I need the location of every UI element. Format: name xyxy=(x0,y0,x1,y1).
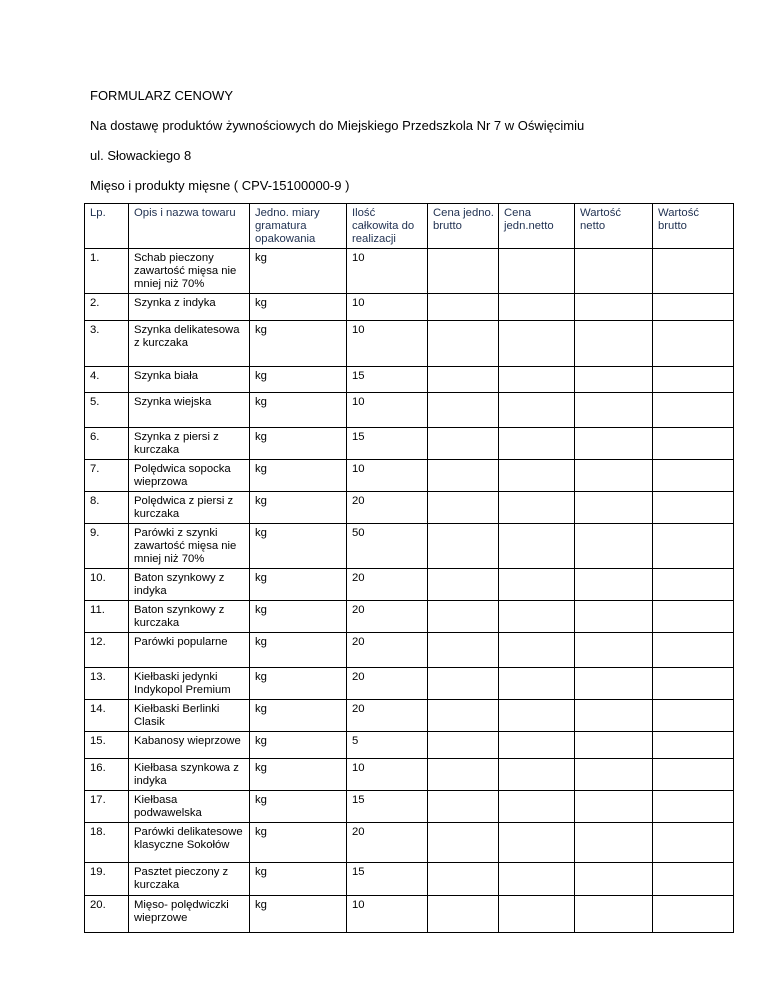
row-unit-price-net-cell[interactable] xyxy=(499,569,575,601)
row-unit-price-gross-cell[interactable] xyxy=(428,393,499,428)
row-quantity: 15 xyxy=(347,428,428,460)
row-unit-price-gross-cell[interactable] xyxy=(428,428,499,460)
table-row xyxy=(85,249,734,294)
row-unit-price-net-cell[interactable] xyxy=(499,668,575,700)
row-value-net-cell[interactable] xyxy=(575,896,653,933)
row-description: Baton szynkowy z kurczaka xyxy=(129,601,250,633)
table-row xyxy=(85,700,734,732)
row-unit-price-gross-cell[interactable] xyxy=(428,492,499,524)
row-quantity: 20 xyxy=(347,668,428,700)
row-lp: 19. xyxy=(85,863,129,896)
row-unit: kg xyxy=(250,249,347,294)
table-row xyxy=(85,791,734,823)
row-value-gross-cell[interactable] xyxy=(653,321,734,367)
row-value-gross-cell[interactable] xyxy=(653,524,734,569)
table-row xyxy=(85,524,734,569)
table-row xyxy=(85,668,734,700)
row-unit: kg xyxy=(250,569,347,601)
row-value-gross-cell[interactable] xyxy=(653,601,734,633)
row-unit: kg xyxy=(250,321,347,367)
table-row xyxy=(85,759,734,791)
row-value-net-cell[interactable] xyxy=(575,492,653,524)
row-quantity: 10 xyxy=(347,294,428,321)
table-row xyxy=(85,393,734,428)
row-unit-price-net-cell[interactable] xyxy=(499,249,575,294)
row-value-gross-cell[interactable] xyxy=(653,732,734,759)
row-value-net-cell[interactable] xyxy=(575,524,653,569)
row-unit-price-gross-cell[interactable] xyxy=(428,294,499,321)
row-value-net-cell[interactable] xyxy=(575,601,653,633)
row-unit-price-net-cell[interactable] xyxy=(499,367,575,393)
row-value-net-cell[interactable] xyxy=(575,460,653,492)
row-value-gross-cell[interactable] xyxy=(653,791,734,823)
row-quantity: 10 xyxy=(347,759,428,791)
row-unit-price-net-cell[interactable] xyxy=(499,896,575,933)
row-lp: 9. xyxy=(85,524,129,569)
row-lp: 1. xyxy=(85,249,129,294)
row-description: Schab pieczony zawartość mięsa nie mniej niż 70% xyxy=(129,249,250,294)
table-row xyxy=(85,294,734,321)
row-unit-price-net-cell[interactable] xyxy=(499,428,575,460)
row-value-gross-cell[interactable] xyxy=(653,896,734,933)
header-value-net: Wartość netto xyxy=(575,204,653,249)
row-value-net-cell[interactable] xyxy=(575,668,653,700)
row-value-gross-cell[interactable] xyxy=(653,367,734,393)
row-unit-price-gross-cell[interactable] xyxy=(428,460,499,492)
row-unit: kg xyxy=(250,896,347,933)
table-header-row xyxy=(85,204,734,249)
row-description: Szynka biała xyxy=(129,367,250,393)
row-value-gross-cell[interactable] xyxy=(653,759,734,791)
row-description: Pasztet pieczony z kurczaka xyxy=(129,863,250,896)
row-lp: 7. xyxy=(85,460,129,492)
header-value-gross: Wartość brutto xyxy=(653,204,734,249)
table-row xyxy=(85,569,734,601)
row-unit-price-gross-cell[interactable] xyxy=(428,759,499,791)
row-description: Mięso- polędwiczki wieprzowe xyxy=(129,896,250,933)
row-lp: 11. xyxy=(85,601,129,633)
row-value-gross-cell[interactable] xyxy=(653,428,734,460)
row-value-net-cell[interactable] xyxy=(575,732,653,759)
row-value-net-cell[interactable] xyxy=(575,569,653,601)
row-value-gross-cell[interactable] xyxy=(653,633,734,668)
row-unit-price-net-cell[interactable] xyxy=(499,633,575,668)
row-value-net-cell[interactable] xyxy=(575,791,653,823)
row-unit: kg xyxy=(250,823,347,863)
row-unit-price-net-cell[interactable] xyxy=(499,823,575,863)
row-unit-price-net-cell[interactable] xyxy=(499,321,575,367)
form-title: FORMULARZ CENOWY xyxy=(90,88,233,103)
row-lp: 8. xyxy=(85,492,129,524)
row-unit: kg xyxy=(250,294,347,321)
row-description: Polędwica sopocka wieprzowa xyxy=(129,460,250,492)
row-value-net-cell[interactable] xyxy=(575,321,653,367)
row-description: Szynka wiejska xyxy=(129,393,250,428)
row-unit: kg xyxy=(250,492,347,524)
header-description: Opis i nazwa towaru xyxy=(129,204,250,249)
table-row xyxy=(85,601,734,633)
row-lp: 12. xyxy=(85,633,129,668)
row-quantity: 50 xyxy=(347,524,428,569)
row-lp: 4. xyxy=(85,367,129,393)
row-quantity: 20 xyxy=(347,700,428,732)
header-unit-price-gross: Cena jedno. brutto xyxy=(428,204,499,249)
row-quantity: 10 xyxy=(347,896,428,933)
header-quantity: Ilość całkowita do realizacji xyxy=(347,204,428,249)
row-description: Kiełbasa podwawelska xyxy=(129,791,250,823)
row-description: Parówki delikatesowe klasyczne Sokołów xyxy=(129,823,250,863)
row-lp: 10. xyxy=(85,569,129,601)
row-value-gross-cell[interactable] xyxy=(653,569,734,601)
table-row xyxy=(85,321,734,367)
row-quantity: 10 xyxy=(347,460,428,492)
row-value-gross-cell[interactable] xyxy=(653,823,734,863)
row-unit: kg xyxy=(250,759,347,791)
row-unit: kg xyxy=(250,863,347,896)
row-value-gross-cell[interactable] xyxy=(653,863,734,896)
row-value-net-cell[interactable] xyxy=(575,759,653,791)
row-unit-price-gross-cell[interactable] xyxy=(428,668,499,700)
row-unit-price-gross-cell[interactable] xyxy=(428,524,499,569)
row-value-net-cell[interactable] xyxy=(575,633,653,668)
row-value-net-cell[interactable] xyxy=(575,294,653,321)
table-row xyxy=(85,633,734,668)
row-unit-price-gross-cell[interactable] xyxy=(428,700,499,732)
form-category: Mięso i produkty mięsne ( CPV-15100000-9 ) xyxy=(90,178,350,193)
row-value-gross-cell[interactable] xyxy=(653,393,734,428)
row-description: Parówki popularne xyxy=(129,633,250,668)
row-lp: 18. xyxy=(85,823,129,863)
row-unit-price-net-cell[interactable] xyxy=(499,732,575,759)
row-quantity: 10 xyxy=(347,321,428,367)
row-lp: 13. xyxy=(85,668,129,700)
row-lp: 15. xyxy=(85,732,129,759)
row-value-net-cell[interactable] xyxy=(575,428,653,460)
table-row xyxy=(85,367,734,393)
row-unit-price-net-cell[interactable] xyxy=(499,524,575,569)
row-quantity: 10 xyxy=(347,393,428,428)
form-subject: Na dostawę produktów żywnościowych do Miejskiego Przedszkola Nr 7 w Oświęcimiu xyxy=(90,118,585,133)
table-row xyxy=(85,492,734,524)
row-quantity: 15 xyxy=(347,791,428,823)
row-lp: 5. xyxy=(85,393,129,428)
row-unit: kg xyxy=(250,460,347,492)
row-unit-price-gross-cell[interactable] xyxy=(428,321,499,367)
row-description: Kiełbasa szynkowa z indyka xyxy=(129,759,250,791)
header-unit: Jedno. miary gramatura opakowania xyxy=(250,204,347,249)
row-quantity: 15 xyxy=(347,367,428,393)
row-value-gross-cell[interactable] xyxy=(653,249,734,294)
price-table xyxy=(84,203,734,933)
header-unit-price-net: Cena jedn.netto xyxy=(499,204,575,249)
row-description: Szynka z indyka xyxy=(129,294,250,321)
row-description: Polędwica z piersi z kurczaka xyxy=(129,492,250,524)
row-unit: kg xyxy=(250,633,347,668)
row-lp: 16. xyxy=(85,759,129,791)
row-unit-price-net-cell[interactable] xyxy=(499,294,575,321)
row-unit-price-net-cell[interactable] xyxy=(499,700,575,732)
row-value-gross-cell[interactable] xyxy=(653,294,734,321)
row-unit-price-net-cell[interactable] xyxy=(499,460,575,492)
row-description: Szynka z piersi z kurczaka xyxy=(129,428,250,460)
row-description: Parówki z szynki zawartość mięsa nie mniej niż 70% xyxy=(129,524,250,569)
row-quantity: 20 xyxy=(347,633,428,668)
row-description: Kabanosy wieprzowe xyxy=(129,732,250,759)
row-value-gross-cell[interactable] xyxy=(653,700,734,732)
table-row xyxy=(85,460,734,492)
row-description: Kiełbaski Berlinki Clasik xyxy=(129,700,250,732)
row-unit-price-gross-cell[interactable] xyxy=(428,367,499,393)
row-value-net-cell[interactable] xyxy=(575,823,653,863)
row-unit: kg xyxy=(250,668,347,700)
table-row xyxy=(85,732,734,759)
row-lp: 6. xyxy=(85,428,129,460)
row-unit-price-net-cell[interactable] xyxy=(499,393,575,428)
row-lp: 20. xyxy=(85,896,129,933)
row-value-gross-cell[interactable] xyxy=(653,492,734,524)
row-value-net-cell[interactable] xyxy=(575,863,653,896)
row-lp: 2. xyxy=(85,294,129,321)
row-value-net-cell[interactable] xyxy=(575,249,653,294)
row-description: Szynka delikatesowa z kurczaka xyxy=(129,321,250,367)
row-unit: kg xyxy=(250,367,347,393)
row-description: Kiełbaski jedynki Indykopol Premium xyxy=(129,668,250,700)
row-unit-price-net-cell[interactable] xyxy=(499,791,575,823)
row-unit: kg xyxy=(250,393,347,428)
row-quantity: 20 xyxy=(347,569,428,601)
row-unit: kg xyxy=(250,732,347,759)
header-lp: Lp. xyxy=(85,204,129,249)
table-row xyxy=(85,428,734,460)
row-unit-price-gross-cell[interactable] xyxy=(428,791,499,823)
row-lp: 3. xyxy=(85,321,129,367)
row-unit-price-net-cell[interactable] xyxy=(499,492,575,524)
row-unit-price-gross-cell[interactable] xyxy=(428,569,499,601)
row-unit-price-gross-cell[interactable] xyxy=(428,896,499,933)
row-unit-price-net-cell[interactable] xyxy=(499,863,575,896)
table-row xyxy=(85,823,734,863)
row-lp: 17. xyxy=(85,791,129,823)
row-value-gross-cell[interactable] xyxy=(653,460,734,492)
table-row xyxy=(85,863,734,896)
row-unit: kg xyxy=(250,700,347,732)
row-unit-price-gross-cell[interactable] xyxy=(428,863,499,896)
row-value-net-cell[interactable] xyxy=(575,700,653,732)
row-quantity: 20 xyxy=(347,823,428,863)
row-unit: kg xyxy=(250,524,347,569)
row-unit-price-gross-cell[interactable] xyxy=(428,249,499,294)
row-quantity: 5 xyxy=(347,732,428,759)
row-unit-price-net-cell[interactable] xyxy=(499,601,575,633)
row-unit-price-gross-cell[interactable] xyxy=(428,633,499,668)
row-unit-price-gross-cell[interactable] xyxy=(428,601,499,633)
row-unit-price-net-cell[interactable] xyxy=(499,759,575,791)
row-quantity: 20 xyxy=(347,492,428,524)
table-row xyxy=(85,896,734,933)
row-value-net-cell[interactable] xyxy=(575,393,653,428)
row-value-gross-cell[interactable] xyxy=(653,668,734,700)
row-lp: 14. xyxy=(85,700,129,732)
row-unit: kg xyxy=(250,791,347,823)
row-unit-price-gross-cell[interactable] xyxy=(428,823,499,863)
row-unit: kg xyxy=(250,601,347,633)
row-unit: kg xyxy=(250,428,347,460)
row-description: Baton szynkowy z indyka xyxy=(129,569,250,601)
form-address: ul. Słowackiego 8 xyxy=(90,148,192,163)
row-value-net-cell[interactable] xyxy=(575,367,653,393)
row-quantity: 15 xyxy=(347,863,428,896)
row-quantity: 10 xyxy=(347,249,428,294)
row-unit-price-gross-cell[interactable] xyxy=(428,732,499,759)
row-quantity: 20 xyxy=(347,601,428,633)
